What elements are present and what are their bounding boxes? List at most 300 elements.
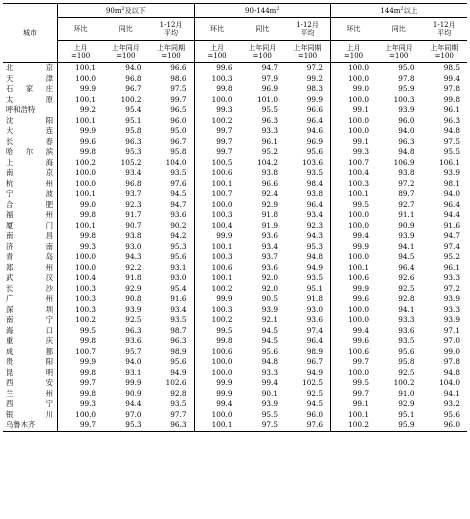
value-cell: 91.0 [398, 388, 415, 398]
value-cell: 100.1 [331, 189, 376, 200]
value-cell: 100.5 [194, 158, 239, 169]
value-cell: 99.6 [194, 63, 239, 74]
value-cell: 100.3 [194, 305, 239, 316]
value-cell: 100.0 [331, 116, 376, 127]
value-cell: 90.5 [261, 294, 278, 304]
value-cell: 94.3 [306, 231, 324, 241]
value-cell: 100.0 [194, 410, 239, 421]
value-cell: 101.0 [257, 94, 278, 104]
value-cell: 103.6 [302, 157, 324, 167]
table-row [3, 168, 467, 179]
value-cell: 96.0 [398, 115, 415, 125]
value-cell: 95.6 [170, 357, 187, 367]
value-cell: 96.5 [170, 105, 187, 115]
value-cell: 95.6 [443, 409, 460, 419]
value-cell: 92.2 [125, 262, 142, 272]
base-header-mom: 上月 =100 [194, 41, 239, 63]
value-cell: 96.8 [125, 73, 142, 83]
value-cell: 99.8 [194, 84, 239, 95]
table-row [3, 63, 467, 74]
value-cell: 99.6 [331, 294, 376, 305]
value-cell: 96.4 [306, 336, 324, 346]
value-cell: 99.9 [125, 378, 142, 388]
value-cell: 106.1 [439, 157, 460, 167]
value-cell: 100.0 [331, 252, 376, 263]
city-cell: 沈阳 [6, 115, 54, 125]
city-cell: 重庆 [6, 336, 54, 346]
value-cell: 97.0 [125, 409, 142, 419]
value-cell: 93.4 [261, 241, 278, 251]
base-header-yoy: 上年同月 =100 [376, 41, 421, 63]
value-cell: 91.8 [125, 273, 142, 283]
value-cell: 97.2 [443, 283, 460, 293]
value-cell: 91.8 [261, 210, 278, 220]
value-cell: 95.8 [170, 147, 187, 157]
value-cell: 100.1 [194, 420, 239, 431]
value-cell: 97.9 [261, 73, 278, 83]
value-cell: 95.0 [170, 126, 187, 136]
value-cell: 92.5 [125, 315, 142, 325]
value-cell: 99.7 [194, 126, 239, 137]
value-cell: 99.2 [306, 73, 324, 83]
value-cell: 94.7 [261, 63, 278, 73]
value-cell: 92.8 [170, 388, 187, 398]
base-header-avg: 上年同期 =100 [149, 41, 194, 63]
value-cell: 94.5 [261, 336, 278, 346]
header-row-groups [3, 4, 467, 18]
table-row [3, 84, 467, 95]
table-row [3, 357, 467, 368]
value-cell: 92.5 [398, 367, 415, 377]
value-cell: 99.4 [443, 73, 460, 83]
value-cell: 99.7 [331, 357, 376, 368]
value-cell: 100.0 [331, 368, 376, 379]
city-cell: 广州 [6, 294, 54, 304]
table-row [3, 347, 467, 358]
value-cell: 95.6 [398, 346, 415, 356]
value-cell: 99.0 [443, 346, 460, 356]
price-index-table [3, 3, 467, 432]
value-cell: 97.8 [398, 73, 415, 83]
city-cell: 福州 [6, 210, 54, 220]
value-cell: 98.6 [170, 73, 187, 83]
value-cell: 99.4 [331, 326, 376, 337]
metric-header-mom: 环比 [58, 18, 103, 41]
metric-header-mom: 环比 [331, 18, 376, 41]
value-cell: 96.0 [170, 115, 187, 125]
value-cell: 99.7 [58, 378, 103, 389]
table-row [3, 305, 467, 316]
value-cell: 95.3 [170, 241, 187, 251]
value-cell: 99.8 [443, 94, 460, 104]
value-cell: 100.6 [331, 273, 376, 284]
table-row [3, 147, 467, 158]
value-cell: 96.0 [306, 409, 324, 419]
table-body [3, 63, 467, 432]
value-cell: 99.1 [331, 105, 376, 116]
table-row [3, 252, 467, 263]
value-cell: 100.0 [58, 168, 103, 179]
value-cell: 95.2 [443, 252, 460, 262]
value-cell: 99.9 [194, 389, 239, 400]
value-cell: 95.6 [261, 346, 278, 356]
city-cell: 上海 [6, 157, 54, 167]
value-cell: 97.2 [306, 63, 324, 73]
city-cell: 郑州 [6, 262, 54, 272]
value-cell: 104.2 [257, 157, 278, 167]
value-cell: 95.1 [398, 409, 415, 419]
value-cell: 95.7 [125, 346, 142, 356]
value-cell: 98.5 [443, 63, 460, 73]
table-row [3, 336, 467, 347]
city-cell: 昆明 [6, 367, 54, 377]
table-row [3, 378, 467, 389]
value-cell: 99.9 [58, 126, 103, 137]
value-cell: 95.5 [443, 147, 460, 157]
value-cell: 104.0 [165, 157, 187, 167]
value-cell: 95.1 [125, 115, 142, 125]
value-cell: 99.9 [194, 231, 239, 242]
value-cell: 92.7 [398, 199, 415, 209]
table-row [3, 420, 467, 431]
value-cell: 97.1 [443, 325, 460, 335]
value-cell: 94.9 [306, 367, 324, 377]
value-cell: 100.2 [120, 94, 142, 104]
value-cell: 102.6 [165, 378, 187, 388]
base-header-avg: 上年同期 =100 [285, 41, 331, 63]
value-cell: 93.9 [398, 105, 415, 115]
value-cell: 93.5 [170, 315, 187, 325]
value-cell: 95.5 [261, 105, 278, 115]
value-cell: 94.8 [261, 357, 278, 367]
value-cell: 100.3 [331, 179, 376, 190]
value-cell: 93.8 [261, 168, 278, 178]
value-cell: 95.9 [398, 84, 415, 94]
value-cell: 97.4 [306, 325, 324, 335]
value-cell: 99.4 [194, 399, 239, 410]
value-cell: 97.6 [285, 420, 331, 431]
value-cell: 93.4 [170, 304, 187, 314]
value-cell: 95.3 [103, 420, 148, 431]
group-header-large: $144m^2$以上 [331, 4, 467, 18]
value-cell: 93.9 [398, 231, 415, 241]
value-cell: 99.9 [58, 357, 103, 368]
value-cell: 93.9 [443, 294, 460, 304]
value-cell: 92.6 [398, 273, 415, 283]
value-cell: 93.4 [125, 168, 142, 178]
value-cell: 97.8 [443, 84, 460, 94]
value-cell: 91.6 [443, 220, 460, 230]
value-cell: 93.5 [170, 399, 187, 409]
value-cell: 100.1 [58, 189, 103, 200]
value-cell: 96.1 [443, 262, 460, 272]
city-column-header: 城市 [3, 4, 58, 63]
value-cell: 99.8 [58, 231, 103, 242]
value-cell: 93.5 [170, 168, 187, 178]
value-cell: 100.1 [194, 179, 239, 190]
value-cell: 92.1 [261, 315, 278, 325]
value-cell: 92.4 [261, 189, 278, 199]
value-cell: 100.0 [58, 263, 103, 274]
city-cell: 西宁 [6, 399, 54, 409]
value-cell: 100.6 [194, 168, 239, 179]
value-cell: 92.0 [261, 273, 278, 283]
city-cell: 银川 [6, 409, 54, 419]
value-cell: 99.2 [58, 105, 103, 116]
value-cell: 100.0 [194, 95, 239, 106]
value-cell: 100.2 [393, 378, 415, 388]
value-cell: 99.4 [331, 231, 376, 242]
value-cell: 96.4 [443, 199, 460, 209]
value-cell: 96.7 [170, 136, 187, 146]
value-cell: 93.3 [443, 304, 460, 314]
value-cell: 99.6 [331, 336, 376, 347]
value-cell: 100.4 [331, 168, 376, 179]
value-cell: 96.8 [125, 178, 142, 188]
metric-header-yoy: 同比 [240, 18, 285, 41]
value-cell: 94.0 [398, 126, 415, 136]
city-cell: 哈尔滨 [6, 147, 54, 157]
value-cell: 99.4 [261, 378, 278, 388]
base-header-mom: 上月 =100 [331, 41, 376, 63]
city-cell: 长春 [6, 136, 54, 146]
group-header-medium: $90-144m^2$ [194, 4, 330, 18]
value-cell: 100.3 [194, 252, 239, 263]
value-cell: 93.3 [398, 315, 415, 325]
value-cell: 100.4 [194, 221, 239, 232]
value-cell: 94.0 [125, 357, 142, 367]
value-cell: 93.3 [261, 126, 278, 136]
value-cell: 99.5 [58, 326, 103, 337]
value-cell: 95.3 [306, 241, 324, 251]
value-cell: 92.3 [125, 199, 142, 209]
table-row [3, 242, 467, 253]
value-cell: 93.5 [398, 336, 415, 346]
value-cell: 93.9 [443, 315, 460, 325]
table-row [3, 189, 467, 200]
value-cell: 93.2 [443, 399, 460, 409]
value-cell: 100.0 [194, 200, 239, 211]
value-cell: 100.1 [58, 116, 103, 127]
value-cell: 90.8 [125, 294, 142, 304]
table-row [3, 179, 467, 190]
table-row [3, 210, 467, 221]
value-cell: 93.6 [170, 210, 187, 220]
table-row [3, 231, 467, 242]
value-cell: 100.6 [194, 347, 239, 358]
value-cell: 100.0 [331, 210, 376, 221]
value-cell: 100.1 [194, 242, 239, 253]
value-cell: 94.1 [398, 304, 415, 314]
base-header-yoy: 上年同月 =100 [103, 41, 148, 63]
value-cell: 94.7 [443, 231, 460, 241]
value-cell: 94.2 [170, 231, 187, 241]
value-cell: 98.9 [306, 346, 324, 356]
value-cell: 99.9 [194, 294, 239, 305]
value-cell: 93.6 [261, 262, 278, 272]
value-cell: 100.0 [331, 305, 376, 316]
metric-header-yoy: 同比 [103, 18, 148, 41]
table-row [3, 105, 467, 116]
metric-header-avg: 1-12月 平均 [285, 18, 331, 41]
value-cell: 93.7 [125, 189, 142, 199]
value-cell: 99.8 [58, 368, 103, 379]
value-cell: 100.2 [194, 284, 239, 295]
base-header-mom: 上月 =100 [58, 41, 103, 63]
metric-header-mom: 环比 [194, 18, 239, 41]
value-cell: 91.7 [125, 210, 142, 220]
value-cell: 100.2 [58, 315, 103, 326]
value-cell: 92.9 [398, 399, 415, 409]
value-cell: 96.7 [125, 84, 142, 94]
value-cell: 90.7 [125, 220, 142, 230]
value-cell: 100.4 [58, 273, 103, 284]
value-cell: 97.6 [170, 178, 187, 188]
value-cell: 94.3 [125, 252, 142, 262]
value-cell: 100.7 [58, 347, 103, 358]
city-cell: 成都 [6, 346, 54, 356]
city-cell: 大连 [6, 126, 54, 136]
value-cell: 94.0 [125, 63, 142, 73]
value-cell: 99.9 [194, 378, 239, 389]
value-cell: 99.3 [331, 147, 376, 158]
value-cell: 90.2 [170, 220, 187, 230]
city-cell: 青岛 [6, 252, 54, 262]
value-cell: 100.0 [331, 315, 376, 326]
value-cell: 99.9 [331, 284, 376, 295]
value-cell: 93.9 [261, 304, 278, 314]
value-cell: 92.9 [261, 199, 278, 209]
value-cell: 99.6 [58, 137, 103, 148]
value-cell: 96.6 [261, 178, 278, 188]
value-cell: 95.0 [398, 63, 415, 73]
value-cell: 97.5 [443, 136, 460, 146]
value-cell: 94.5 [170, 189, 187, 199]
table-row [3, 95, 467, 106]
value-cell: 96.1 [443, 105, 460, 115]
value-cell: 95.9 [376, 420, 421, 431]
value-cell: 96.3 [261, 115, 278, 125]
value-cell: 100.2 [194, 116, 239, 127]
value-cell: 99.7 [194, 137, 239, 148]
value-cell: 100.0 [58, 179, 103, 190]
value-cell: 100.3 [58, 294, 103, 305]
value-cell: 96.4 [306, 115, 324, 125]
value-cell: 100.1 [194, 273, 239, 284]
table-row [3, 284, 467, 295]
value-cell: 99.3 [58, 399, 103, 410]
value-cell: 92.5 [398, 283, 415, 293]
value-cell: 97.4 [443, 241, 460, 251]
value-cell: 95.1 [306, 283, 324, 293]
value-cell: 96.7 [306, 357, 324, 367]
table-row [3, 315, 467, 326]
value-cell: 93.6 [398, 325, 415, 335]
value-cell: 99.0 [58, 200, 103, 211]
value-cell: 92.5 [306, 388, 324, 398]
value-cell: 100.0 [331, 63, 376, 74]
value-cell: 93.0 [125, 241, 142, 251]
city-cell: 宁波 [6, 189, 54, 199]
value-cell: 91.1 [398, 210, 415, 220]
value-cell: 96.3 [149, 420, 194, 431]
value-cell: 100.0 [331, 221, 376, 232]
value-cell: 93.0 [170, 273, 187, 283]
value-cell: 96.0 [421, 420, 467, 431]
value-cell: 94.1 [443, 388, 460, 398]
value-cell: 100.7 [194, 189, 239, 200]
city-cell: 贵阳 [6, 357, 54, 367]
price-index-table-container [3, 3, 467, 432]
city-cell: 太原 [6, 94, 54, 104]
table-row [3, 221, 467, 232]
value-cell: 100.1 [331, 263, 376, 274]
header-row-metrics [3, 18, 467, 41]
table-row [3, 399, 467, 410]
value-cell: 92.8 [398, 294, 415, 304]
value-cell: 100.0 [331, 126, 376, 137]
value-cell: 94.9 [170, 367, 187, 377]
value-cell: 91.9 [261, 220, 278, 230]
value-cell: 94.6 [306, 126, 324, 136]
value-cell: 97.8 [443, 357, 460, 367]
value-cell: 104.0 [439, 378, 460, 388]
value-cell: 100.1 [58, 95, 103, 106]
metric-header-avg: 1-12月 平均 [421, 18, 467, 41]
value-cell: 97.7 [170, 409, 187, 419]
value-cell: 94.5 [398, 252, 415, 262]
value-cell: 100.3 [194, 210, 239, 221]
city-cell: 南京 [6, 168, 54, 178]
value-cell: 95.3 [125, 147, 142, 157]
table-row [3, 368, 467, 379]
value-cell: 100.6 [194, 263, 239, 274]
value-cell: 90.9 [125, 388, 142, 398]
value-cell: 100.0 [194, 368, 239, 379]
table-row [3, 389, 467, 400]
value-cell: 99.7 [58, 420, 103, 431]
value-cell: 93.1 [170, 262, 187, 272]
value-cell: 92.9 [125, 283, 142, 293]
table-row [3, 273, 467, 284]
value-cell: 93.8 [398, 168, 415, 178]
value-cell: 92.0 [261, 283, 278, 293]
value-cell: 95.2 [261, 147, 278, 157]
value-cell: 93.9 [125, 304, 142, 314]
table-row [3, 294, 467, 305]
value-cell: 99.7 [194, 147, 239, 158]
value-cell: 96.1 [261, 136, 278, 146]
value-cell: 100.0 [58, 252, 103, 263]
value-cell: 90.1 [261, 388, 278, 398]
value-cell: 96.6 [306, 105, 324, 115]
value-cell: 100.2 [194, 315, 239, 326]
city-cell: 长沙 [6, 283, 54, 293]
value-cell: 106.9 [393, 157, 415, 167]
value-cell: 93.4 [306, 210, 324, 220]
value-cell: 94.8 [398, 147, 415, 157]
city-cell: 武汉 [6, 273, 54, 283]
metric-header-yoy: 同比 [376, 18, 421, 41]
value-cell: 94.4 [443, 210, 460, 220]
value-cell: 100.3 [58, 305, 103, 316]
value-cell: 95.8 [125, 126, 142, 136]
value-cell: 93.7 [261, 252, 278, 262]
value-cell: 93.6 [306, 315, 324, 325]
value-cell: 99.3 [58, 242, 103, 253]
table-row [3, 200, 467, 211]
value-cell: 93.6 [261, 231, 278, 241]
